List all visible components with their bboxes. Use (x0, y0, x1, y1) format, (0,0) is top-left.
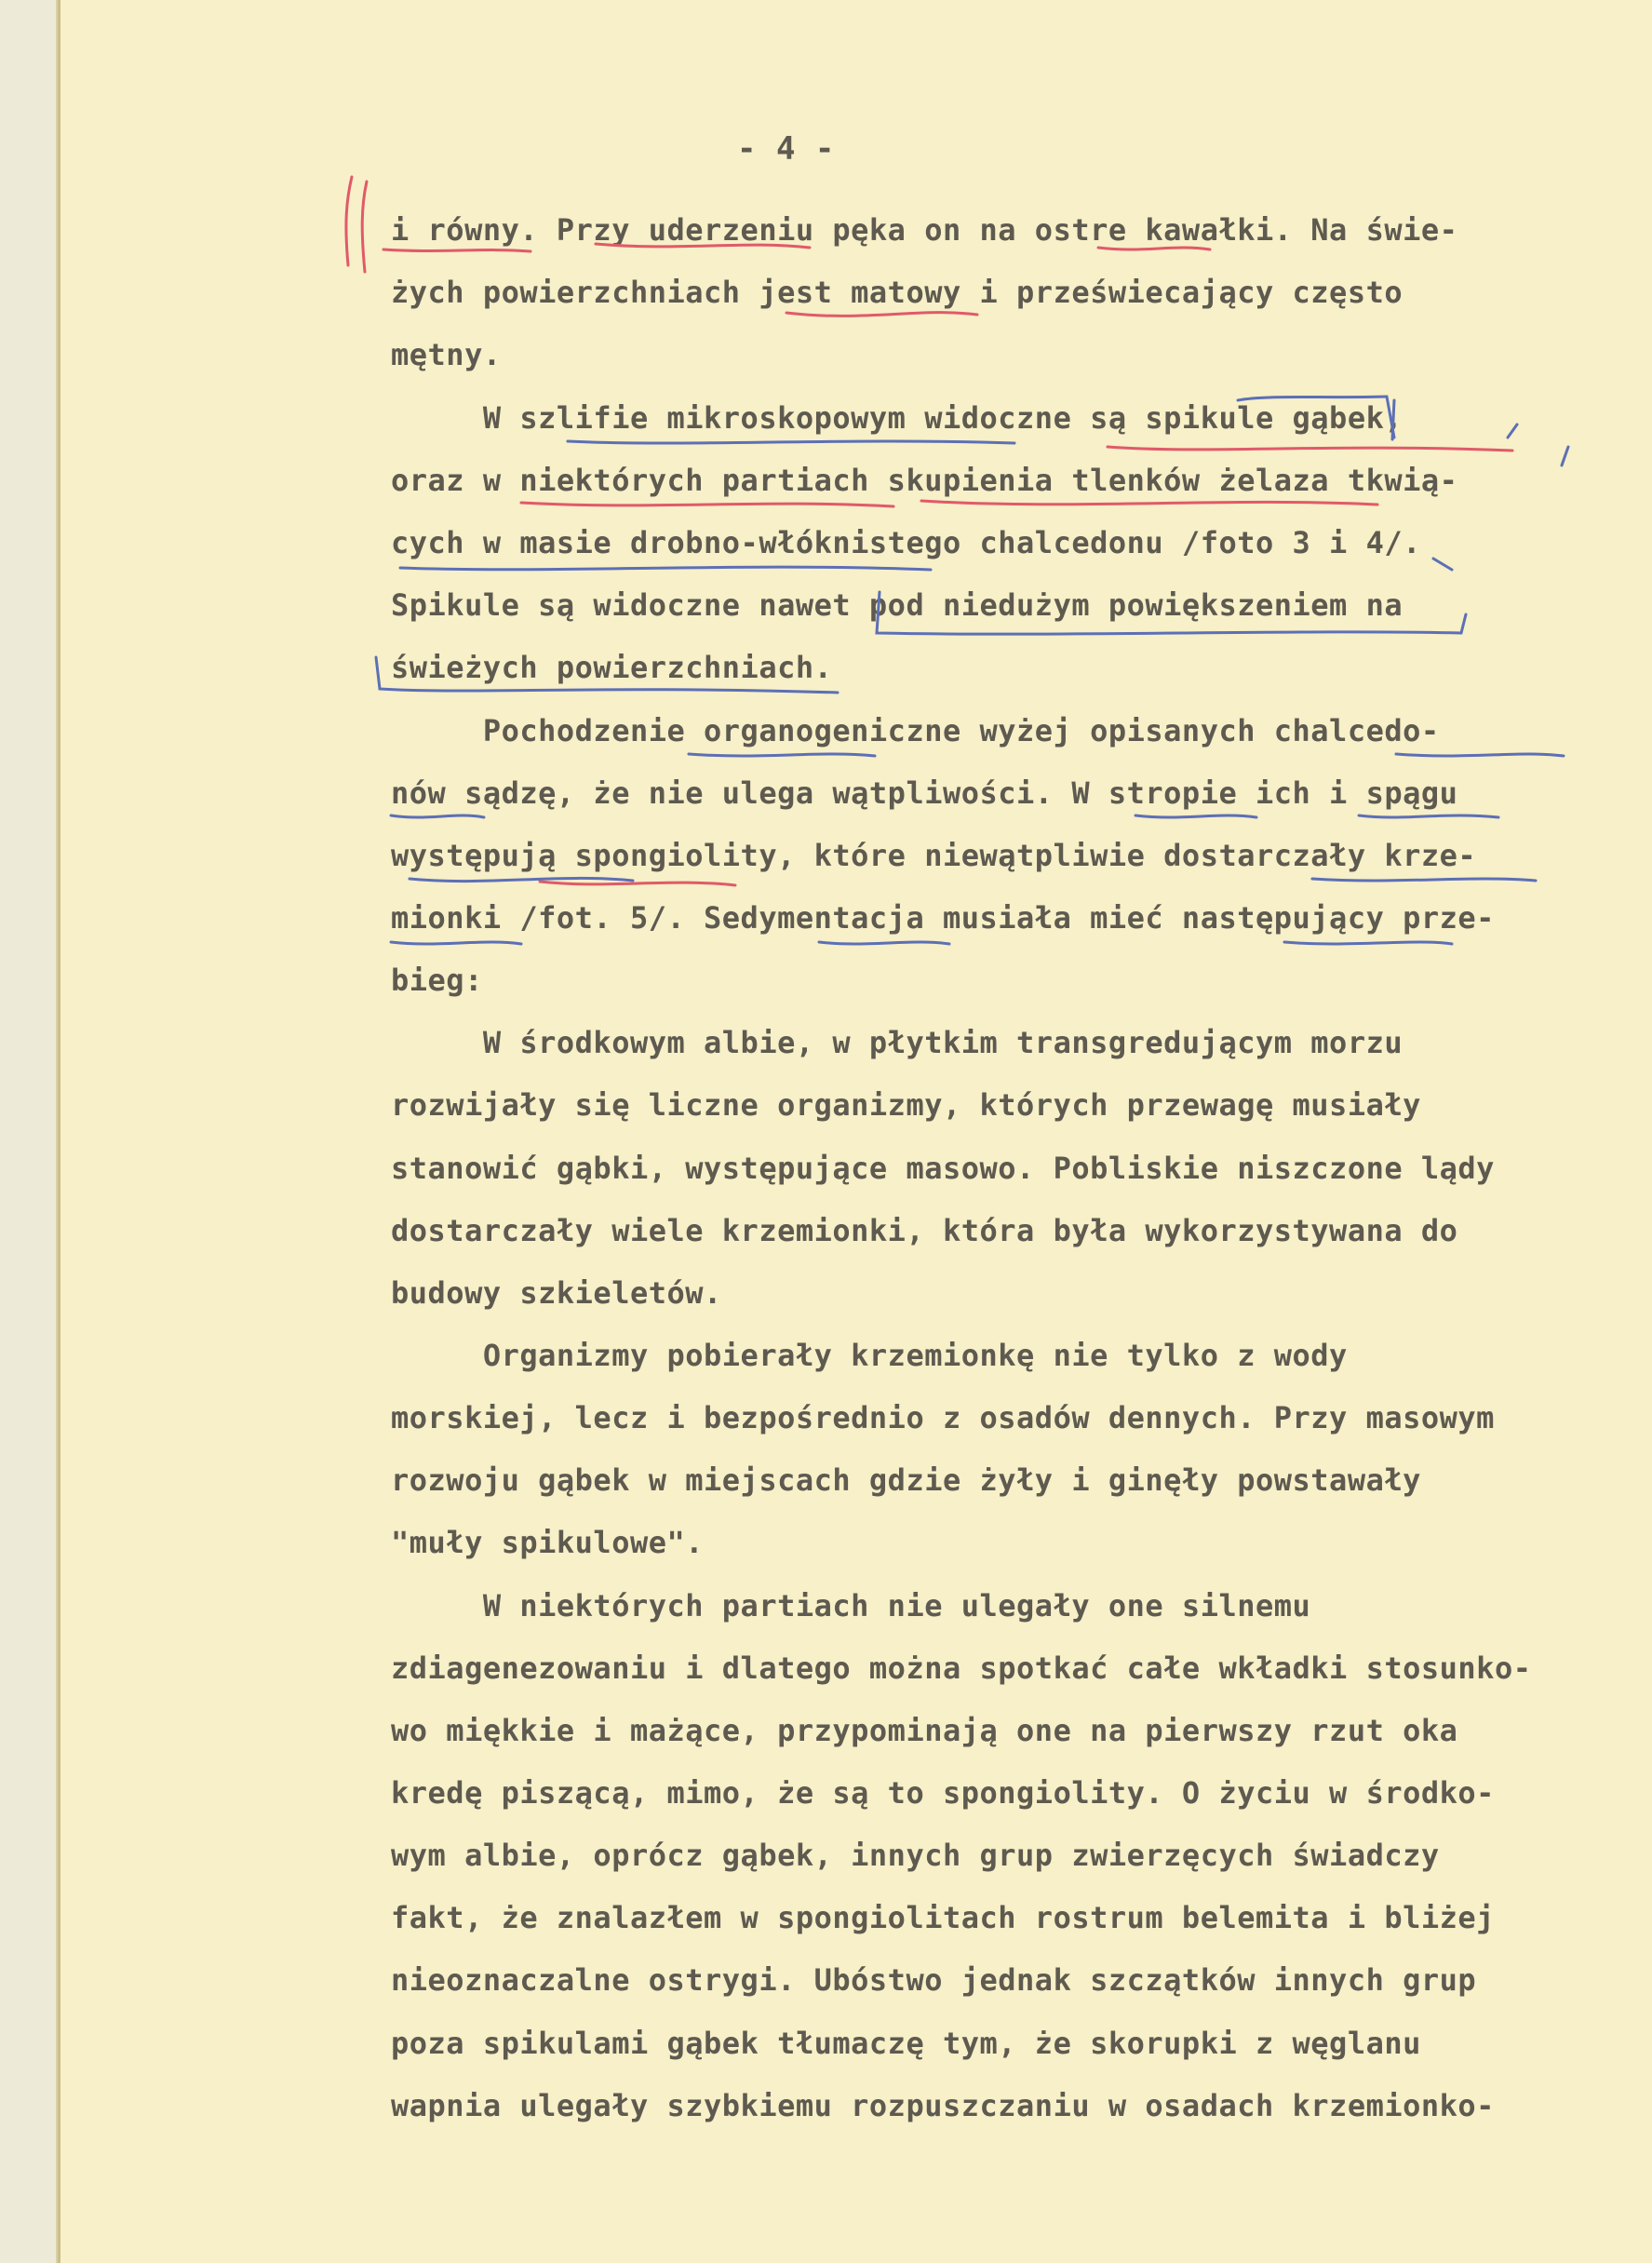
page-number: - 4 - (737, 130, 835, 168)
text-line: budowy szkieletów. (391, 1275, 722, 1311)
text-line: nieoznaczalne ostrygi. Ubóstwo jednak szczątków innych grup (391, 1962, 1477, 1998)
text-line: stanowić gąbki, występujące masowo. Pobliskie niszczone lądy (391, 1151, 1495, 1186)
text-line: bieg: (391, 963, 483, 998)
text-line: Spikule są widoczne nawet pod niedużym powiększeniem na (391, 587, 1404, 623)
text-line: nów sądzę, że nie ulega wątpliwości. W stropie ich i spągu (391, 775, 1458, 811)
text-line: W środkowym albie, w płytkim transgredującym morzu (391, 1025, 1404, 1060)
text-line: W szlifie mikroskopowym widoczne są spikule gąbek, (391, 400, 1404, 436)
text-line: wo miękkie i mażące, przypominają one na pierwszy rzut oka (391, 1713, 1458, 1748)
text-line: i równy. Przy uderzeniu pęka on na ostre kawałki. Na świe- (391, 212, 1458, 248)
text-line: mionki /fot. 5/. Sedymentacja musiała mieć następujący prze- (391, 900, 1495, 936)
text-line: występują spongiolity, które niewątpliwie dostarczały krze- (391, 838, 1477, 873)
text-line: kredę piszącą, mimo, że są to spongiolity. O życiu w środko- (391, 1775, 1495, 1811)
text-line: świeżych powierzchniach. (391, 650, 833, 685)
text-line: wym albie, oprócz gąbek, innych grup zwierzęcych świadczy (391, 1838, 1440, 1873)
text-line: mętny. (391, 337, 502, 372)
text-line: cych w masie drobno-włóknistego chalcedonu /foto 3 i 4/. (391, 525, 1421, 560)
text-line: wapnia ulegały szybkiemu rozpuszczaniu w osadach krzemionko- (391, 2088, 1495, 2123)
text-line: oraz w niektórych partiach skupienia tlenków żelaza tkwią- (391, 463, 1458, 498)
text-line: żych powierzchniach jest matowy i przeświecający często (391, 275, 1404, 310)
text-line: rozwijały się liczne organizmy, których przewagę musiały (391, 1087, 1421, 1123)
text-line: Organizmy pobierały krzemionkę nie tylko z wody (391, 1338, 1348, 1373)
text-line: "muły spikulowe". (391, 1525, 705, 1560)
text-line: dostarczały wiele krzemionki, która była wykorzystywana do (391, 1213, 1458, 1248)
text-line: poza spikulami gąbek tłumaczę tym, że skorupki z węglanu (391, 2026, 1421, 2061)
text-line: zdiagenezowaniu i dlatego można spotkać całe wkładki stosunko- (391, 1650, 1532, 1686)
text-line: morskiej, lecz i bezpośrednio z osadów dennych. Przy masowym (391, 1400, 1495, 1435)
text-line: Pochodzenie organogeniczne wyżej opisanych chalcedo- (391, 713, 1440, 748)
sheet-edge (58, 0, 60, 2263)
text-line: rozwoju gąbek w miejscach gdzie żyły i ginęły powstawały (391, 1462, 1421, 1498)
text-line: fakt, że znalazłem w spongiolitach rostrum belemita i bliżej (391, 1900, 1495, 1935)
text-line: W niektórych partiach nie ulegały one silnemu (391, 1588, 1311, 1623)
